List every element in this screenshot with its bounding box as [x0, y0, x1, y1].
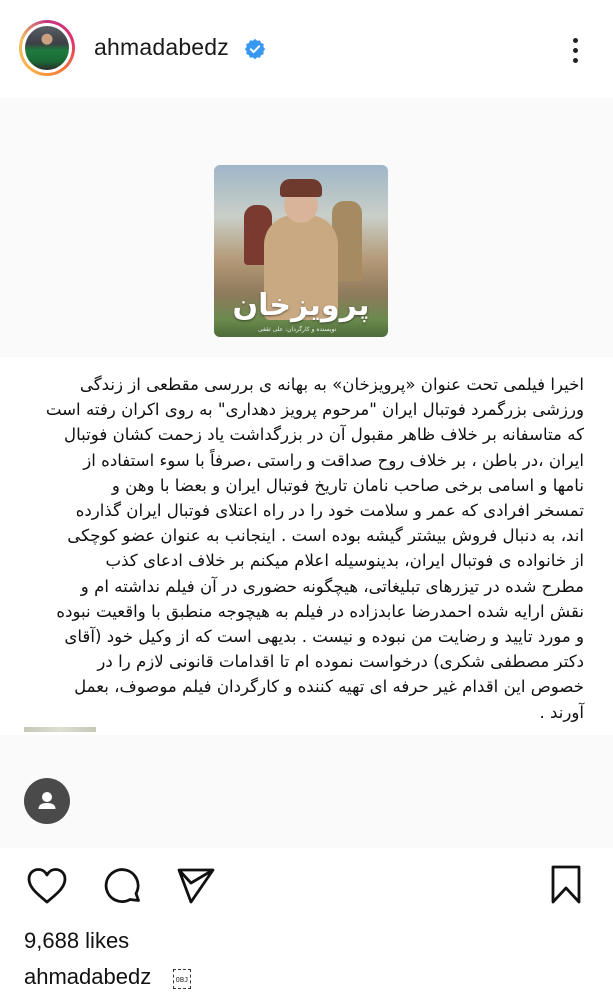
more-options-button[interactable]	[568, 38, 582, 68]
image-strip-thumbnail	[24, 727, 96, 732]
more-vertical-icon-dot	[573, 48, 578, 53]
statement-line: از خانواده ی فوتبال ایران، بدینوسیله اعلام میکنم بر خلاف ادعای کذب	[105, 551, 584, 571]
statement-text	[22, 372, 584, 725]
post-header	[0, 0, 613, 98]
statement-text-panel	[0, 357, 613, 735]
comment-icon[interactable]	[102, 866, 144, 908]
avatar[interactable]	[19, 20, 75, 76]
statement-line: ایران ،در باطن ، بر خلاف روح صداقت و راستی ،صرفاً با سوء استفاده از	[83, 450, 584, 470]
send-icon[interactable]	[176, 866, 216, 906]
bookmark-icon[interactable]	[548, 864, 584, 906]
statement-line: دکتر مصطفی شکری) درخواست نموده ام تا اقدامات قانونی لازم را در	[97, 652, 584, 672]
statement-line: که متاسفانه بر خلاف ظاهر مقبول آن در بزرگداشت یاد زحمت کشان فوتبال	[64, 425, 584, 445]
more-vertical-icon	[573, 38, 578, 43]
caption-username[interactable]: ahmadabedz	[24, 964, 152, 989]
username-link[interactable]: ahmadabedz	[94, 34, 229, 60]
more-vertical-icon-dot	[573, 58, 578, 63]
tagged-users-button[interactable]	[24, 778, 70, 824]
post-actions	[0, 848, 613, 1000]
statement-line: نقش ارایه شده احمدرضا عابدزاده در فیلم به هیچوجه منطبق با واقعیت نبوده	[56, 601, 584, 621]
verified-badge-icon	[244, 38, 266, 60]
avatar-ring-gap	[22, 23, 72, 73]
poster-figure-hat	[280, 179, 322, 197]
avatar-image	[25, 26, 69, 70]
statement-line: تمسخر افرادی که عمر و سلامت خود را در راه اعتلای فوتبال ایران گذارده	[75, 501, 584, 521]
object-replacement-glyph: OBJ	[173, 969, 191, 989]
poster-title: پرویزخان	[232, 288, 370, 323]
movie-poster-image	[214, 165, 388, 337]
statement-line: آورند .	[539, 702, 584, 722]
statement-line: خصوص این اقدام غیر حرفه ای تهیه کننده و کارگردان فیلم موصوف، بعمل	[74, 677, 584, 697]
heart-icon[interactable]	[26, 866, 68, 906]
person-icon	[24, 778, 70, 824]
statement-line: نامها و اسامی برخی صاحب نامان تاریخ فوتبال ایران و بعضا با وهن و	[111, 475, 584, 495]
statement-line: مطرح شده در تیزرهای تبلیغاتی، هیچگونه حضوری در آن فیلم نداشته ام و	[80, 576, 584, 596]
poster-credit: نویسنده و کارگردان: علی ثقفی	[258, 326, 337, 333]
statement-line: ورزشی بزرگمرد فوتبال ایران "مرحوم پرویز دهداری" به روی اکران رفته است	[45, 400, 584, 420]
statement-line: اند، به دنبال فروش بیشتر گیشه بوده است . اینجانب به عنوان عضو کوچکی	[67, 526, 584, 546]
statement-line: و مورد تایید و رضایت من نبوده و نیست . بدیهی است که از وکیل خود (آقای	[64, 627, 584, 647]
likes-count[interactable]: 9,688 likes	[24, 928, 130, 953]
statement-line: اخیرا فیلمی تحت عنوان «پرویزخان» به بهانه ی بررسی مقطعی از زندگی	[79, 375, 584, 394]
